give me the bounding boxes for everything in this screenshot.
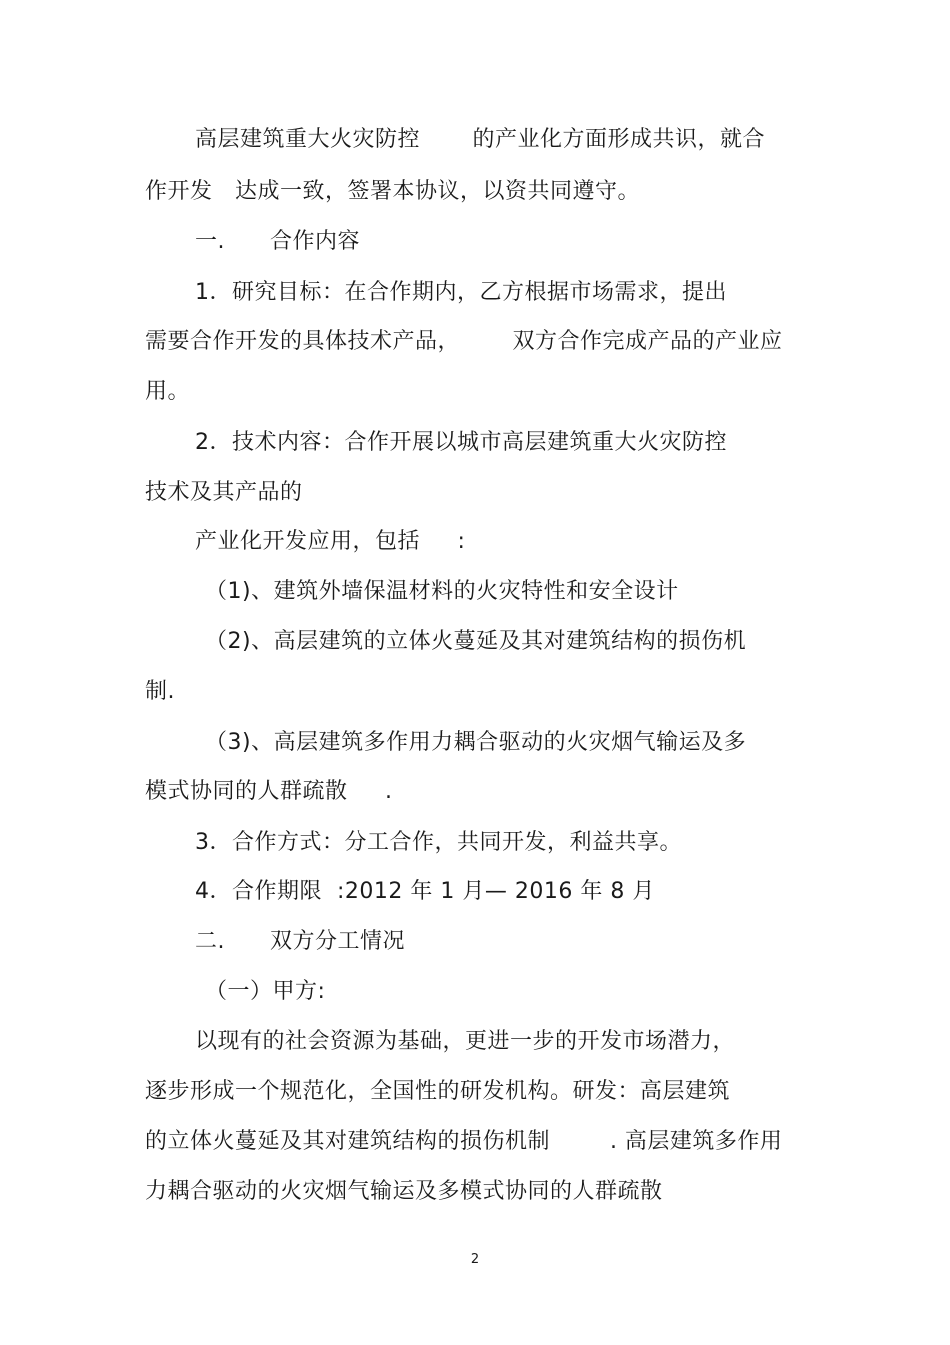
body-text-line: 以现有的社会资源为基础，更进一步的开发市场潜力， — [195, 1029, 736, 1054]
section-heading: 二. 双方分工情况 — [195, 929, 405, 954]
page-number: 2 — [470, 1252, 480, 1267]
body-text-line: 力耦合驱动的火灾烟气输运及多模式协同的人群疏散 — [145, 1179, 663, 1204]
body-text-line: 4．合作期限 :2012 年 1 月— 2016 年 8 月 — [195, 879, 655, 904]
list-item: （3)、高层建筑多作用力耦合驱动的火灾烟气输运及多 — [205, 730, 747, 755]
body-text-line: 技术及其产品的 — [145, 480, 303, 505]
list-item: （2)、高层建筑的立体火蔓延及其对建筑结构的损伤机 — [205, 629, 747, 654]
section-heading: 一. 合作内容 — [195, 229, 360, 254]
body-text-line: 3．合作方式：分工合作，共同开发，利益共享。 — [195, 830, 682, 855]
body-text-line: 模式协同的人群疏散 . — [145, 779, 393, 804]
body-text-line: 作开发 达成一致，签署本协议，以资共同遵守。 — [145, 179, 640, 204]
body-text-line: 的立体火蔓延及其对建筑结构的损伤机制 . 高层建筑多作用 — [145, 1129, 783, 1154]
body-text-line: 逐步形成一个规范化，全国性的研发机构。研发：高层建筑 — [145, 1079, 731, 1104]
body-text-line: 产业化开发应用，包括 : — [195, 529, 466, 554]
body-text-line: 2．技术内容：合作开展以城市高层建筑重大火灾防控 — [195, 430, 727, 455]
body-text-line: 需要合作开发的具体技术产品， 双方合作完成产品的产业应 — [145, 329, 783, 354]
body-text-line: 高层建筑重大火灾防控 的产业化方面形成共识，就合 — [195, 127, 765, 152]
body-text-line: 用。 — [145, 379, 191, 404]
body-text-line: 1．研究目标：在合作期内，乙方根据市场需求，提出 — [195, 280, 727, 305]
body-text-line: 制. — [145, 679, 175, 704]
list-item: （1)、建筑外墙保温材料的火灾特性和安全设计 — [205, 579, 679, 604]
subsection-heading: （一）甲方: — [205, 979, 326, 1004]
